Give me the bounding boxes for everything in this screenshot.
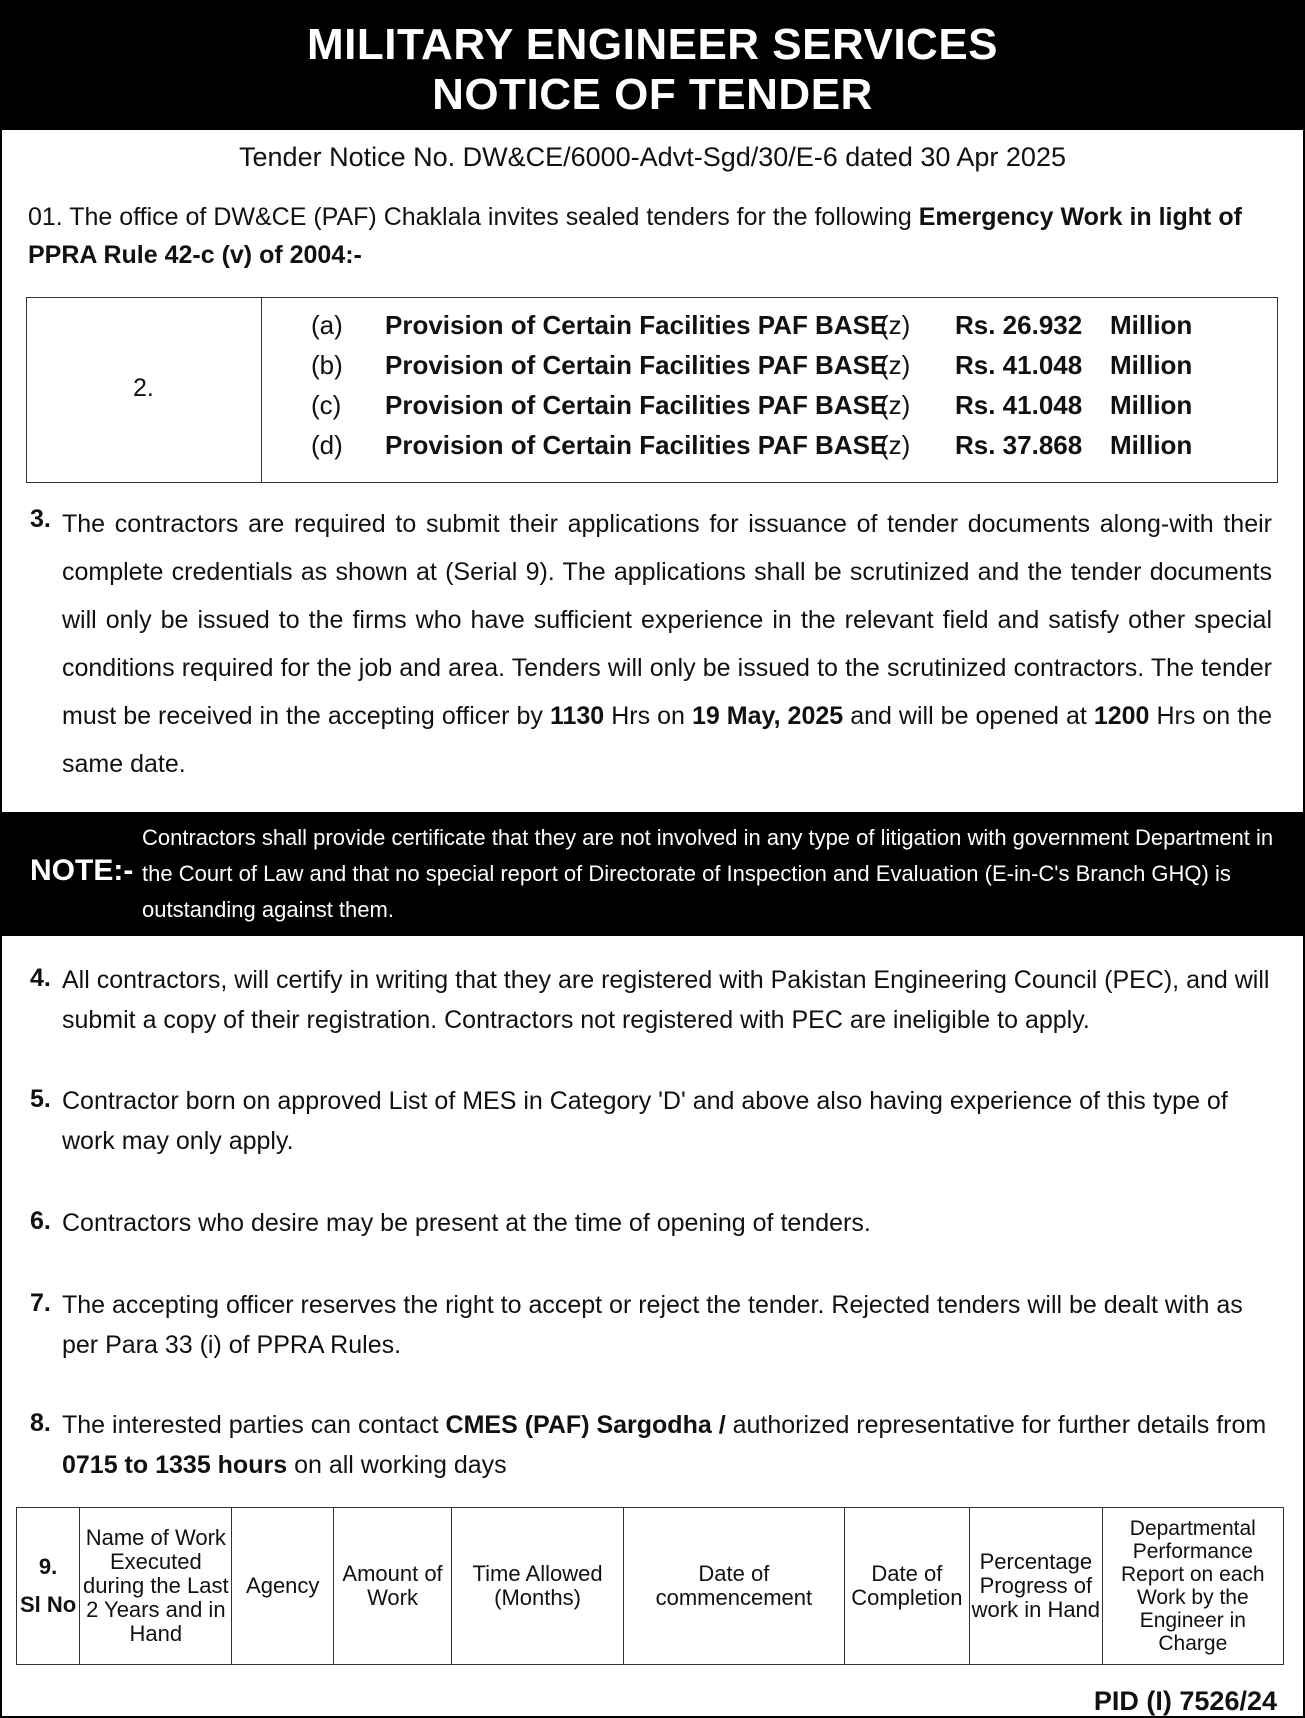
row-unit: Million xyxy=(1110,430,1193,460)
para-8-contact: CMES (PAF) Sargodha / xyxy=(445,1411,726,1439)
row-z: (z) xyxy=(880,430,911,460)
para-3 xyxy=(62,500,1272,788)
row-amount: Rs. 26.932 xyxy=(955,310,1083,340)
row-title: Provision of Certain Facilities PAF BASE xyxy=(385,310,888,340)
works-row xyxy=(27,430,1277,470)
para-5-number: 5. xyxy=(30,1085,51,1113)
para-7-number: 7. xyxy=(30,1289,51,1317)
works-table xyxy=(26,297,1278,483)
works-row xyxy=(27,350,1277,390)
row-letter: (c) xyxy=(311,390,342,420)
para-8-number: 8. xyxy=(30,1409,51,1437)
works-serial: 2. xyxy=(133,374,154,402)
para-8 xyxy=(62,1405,1277,1485)
pid-number: PID (I) 7526/24 xyxy=(1093,1686,1277,1716)
note-text: Contractors shall provide certificate that they are not involved in any type of litigation with government Department in the Court of Law and that no special report of Directorate of Inspection and Evaluation (E-in-C's Branch GHQ) is outstanding against them. xyxy=(142,825,1274,922)
header-subtitle: NOTICE OF TENDER xyxy=(432,70,873,119)
row-letter: (b) xyxy=(311,350,343,380)
row-z: (z) xyxy=(880,390,911,420)
row-z: (z) xyxy=(880,310,911,340)
para-1-number: 01. xyxy=(28,203,63,231)
para-1-text: The office of DW&CE (PAF) Chaklala invites sealed tenders for the following xyxy=(62,203,919,231)
notice-header xyxy=(2,2,1303,130)
column-header: Date of Completion xyxy=(844,1508,969,1665)
tender-notice-number: Tender Notice No. DW&CE/6000-Advt-Sgd/30/E-6 dated 30 Apr 2025 xyxy=(239,142,1066,172)
serial-label: Sl No xyxy=(19,1592,77,1617)
para-4-text: All contractors, will certify in writing that they are registered with Pakistan Engineering Council (PEC), and will submit a copy of their registration. Contractors not registered with PEC are ineligible to apply. xyxy=(62,966,1270,1034)
note-banner xyxy=(2,812,1303,936)
credentials-table xyxy=(16,1507,1284,1665)
row-unit: Million xyxy=(1110,390,1193,420)
para-6-number: 6. xyxy=(30,1207,51,1235)
para-3-text: and will be opened at xyxy=(843,702,1094,730)
para-3-text: Hrs on the same date. xyxy=(62,702,1272,778)
column-header: Name of Work Executed during the Last 2 Years and in Hand xyxy=(80,1508,232,1665)
row-amount: Rs. 41.048 xyxy=(955,350,1083,380)
row-z: (z) xyxy=(880,350,911,380)
para-3-open-time: 1200 xyxy=(1093,702,1150,730)
para-8-text: on all working days xyxy=(287,1451,507,1479)
serial-header xyxy=(17,1508,80,1665)
works-row xyxy=(27,310,1277,350)
para-6-text: Contractors who desire may be present at the time of opening of tenders. xyxy=(62,1209,871,1237)
row-title: Provision of Certain Facilities PAF BASE xyxy=(385,350,888,380)
row-amount: Rs. 41.048 xyxy=(955,390,1083,420)
para-3-text: Hrs on xyxy=(604,702,692,730)
para-7-text: The accepting officer reserves the right to accept or reject the tender. Rejected tenders will be dealt with as per Para 33 (i) of PPRA Rules. xyxy=(62,1291,1243,1359)
column-header: Date of commencement xyxy=(624,1508,845,1665)
para-8-text: The interested parties can contact xyxy=(62,1411,446,1439)
para-3-text: The contractors are required to submit their applications for issuance of tender documents along-with their complete credentials as shown at (Serial 9). The applications shall be scrutinized and the tender documents will only be issued to the firms who have sufficient experience in the relevant field and satisfy other special conditions required for the job and area. Tenders will only be issued to the scrutinized contractors. The tender must be received in the accepting officer by xyxy=(62,510,1272,730)
row-unit: Million xyxy=(1110,350,1193,380)
column-header: Agency xyxy=(232,1508,334,1665)
para-5-text: Contractor born on approved List of MES in Category 'D' and above also having experience of this type of work may only apply. xyxy=(62,1087,1228,1155)
row-letter: (d) xyxy=(311,430,343,460)
para-3-time: 1130 xyxy=(549,702,605,730)
row-letter: (a) xyxy=(311,310,343,340)
para-8-hours: 0715 to 1335 hours xyxy=(62,1451,288,1479)
works-row xyxy=(27,390,1277,430)
row-amount: Rs. 37.868 xyxy=(955,430,1083,460)
row-unit: Million xyxy=(1110,310,1193,340)
para-1-bold: Emergency Work in light of PPRA Rule 42-c (v) of 2004:- xyxy=(28,203,1242,269)
column-header: Percentage Progress of work in Hand xyxy=(970,1508,1103,1665)
note-label: NOTE:- xyxy=(30,854,134,887)
column-header: Time Allowed (Months) xyxy=(452,1508,624,1665)
row-title: Provision of Certain Facilities PAF BASE xyxy=(385,390,888,420)
serial-number: 9. xyxy=(38,1554,58,1579)
header-title: MILITARY ENGINEER SERVICES xyxy=(306,20,999,69)
para-1 xyxy=(28,198,1283,274)
para-3-number: 3. xyxy=(30,505,51,533)
credentials-header-row xyxy=(17,1508,1284,1665)
para-8-text: authorized representative for further details from xyxy=(725,1411,1267,1439)
para-4-number: 4. xyxy=(30,964,51,992)
column-header: Amount of Work xyxy=(333,1508,451,1665)
row-title: Provision of Certain Facilities PAF BASE xyxy=(385,430,888,460)
para-3-date: 19 May, 2025 xyxy=(691,702,844,730)
column-header: Departmental Performance Report on each Work by the Engineer in Charge xyxy=(1102,1508,1283,1665)
